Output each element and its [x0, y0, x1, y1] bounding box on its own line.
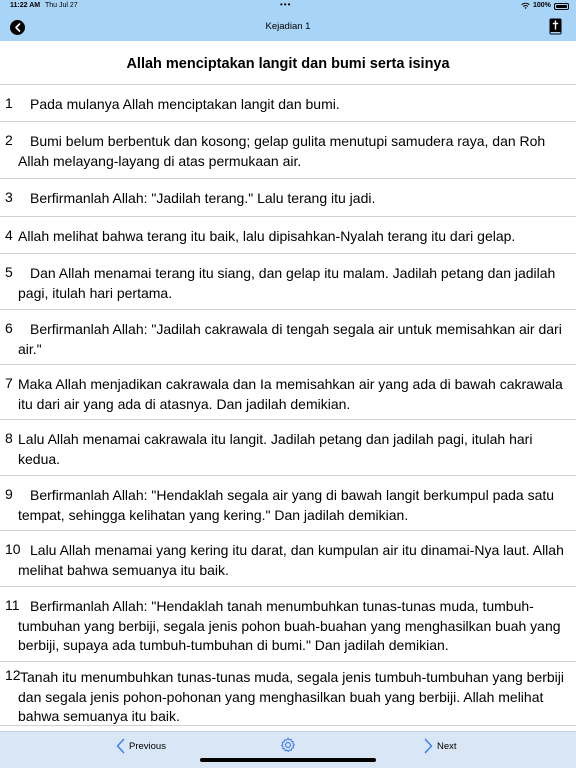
- verse-number: 2: [5, 132, 13, 148]
- verse-row[interactable]: [0, 587, 576, 662]
- verse-text: Berfirmanlah Allah: "Jadilah cakrawala di tengah segala air untuk memisahkan air dari air.": [18, 321, 562, 357]
- battery-icon: [554, 3, 569, 10]
- verse-row[interactable]: [0, 310, 576, 365]
- verse-number: 8: [5, 430, 13, 446]
- verse-number: 9: [5, 486, 13, 502]
- verse-number: 7: [5, 375, 13, 391]
- gear-icon[interactable]: [280, 737, 296, 753]
- verse-row[interactable]: [0, 662, 576, 726]
- chevron-right-icon: [424, 738, 433, 754]
- wifi-icon: [521, 2, 530, 10]
- verse-number: 6: [5, 320, 13, 336]
- section-heading: Allah menciptakan langit dan bumi serta isinya: [0, 41, 576, 85]
- verse-number: 1: [5, 95, 13, 111]
- verse-number: 12: [5, 667, 21, 683]
- next-label: Next: [437, 740, 457, 752]
- verse-row[interactable]: [0, 179, 576, 217]
- verse-text: Berfirmanlah Allah: "Hendaklah tanah menumbuhkan tunas-tunas muda, tumbuh-tumbuhan yang berbiji, segala jenis pohon buah-buahan yang menghasilkan buah yang berbiji, supaya ada tumbuh-tumbuhan di bumi." Dan jadilah demikian.: [18, 598, 561, 653]
- verse-list: [0, 85, 576, 726]
- verse-text: Dan Allah menamai terang itu siang, dan gelap itu malam. Jadilah petang dan jadilah pagi, itulah hari pertama.: [18, 265, 556, 301]
- battery-percent: 100%: [533, 2, 551, 9]
- verse-row[interactable]: [0, 476, 576, 531]
- verse-row[interactable]: [0, 365, 576, 420]
- verse-number: 10: [5, 541, 21, 557]
- verse-row[interactable]: [0, 122, 576, 179]
- verse-text: Allah melihat bahwa terang itu baik, lalu dipisahkan-Nyalah terang itu dari gelap.: [18, 228, 516, 244]
- bottom-toolbar: [0, 731, 576, 768]
- verse-text: Lalu Allah menamai yang kering itu darat, dan kumpulan air itu dinamai-Nya laut. Allah melihat bahwa semuanya itu baik.: [18, 542, 564, 578]
- verse-number: 5: [5, 264, 13, 280]
- verse-row[interactable]: [0, 420, 576, 476]
- verse-number: 11: [5, 597, 20, 613]
- chapter-title: Kejadian 1: [265, 21, 311, 32]
- chevron-left-icon: [116, 738, 125, 754]
- multitasking-dots[interactable]: •••: [280, 0, 292, 9]
- verse-number: 3: [5, 189, 13, 205]
- previous-button[interactable]: [116, 737, 166, 755]
- verse-text: Berfirmanlah Allah: "Jadilah terang." Lalu terang itu jadi.: [30, 190, 376, 206]
- bible-book-icon[interactable]: [549, 18, 562, 35]
- previous-label: Previous: [129, 740, 166, 752]
- navigation-bar: [0, 13, 576, 41]
- verse-text: Pada mulanya Allah menciptakan langit dan bumi.: [30, 96, 340, 112]
- status-time: 11:22 AM: [10, 2, 41, 9]
- status-date: Thu Jul 27: [45, 2, 78, 9]
- verse-text: Tanah itu menumbuhkan tunas-tunas muda, segala jenis tumbuh-tumbuhan yang berbiji dan segala jenis pohon-pohonan yang menghasilkan buah yang berbiji. Allah melihat bahwa semuanya itu baik.: [18, 669, 565, 724]
- status-bar: [0, 0, 576, 13]
- verse-text: Maka Allah menjadikan cakrawala dan Ia memisahkan air yang ada di bawah cakrawala itu dari air yang ada di atasnya. Dan jadilah demikian.: [18, 376, 563, 412]
- verse-text: Berfirmanlah Allah: "Hendaklah segala air yang di bawah langit berkumpul pada satu tempat, sehingga kelihatan yang kering." Dan jadilah demikian.: [18, 487, 555, 523]
- verse-row[interactable]: [0, 217, 576, 254]
- verse-row[interactable]: [0, 531, 576, 587]
- verse-number: 4: [5, 227, 13, 243]
- verse-text: Bumi belum berbentuk dan kosong; gelap gulita menutupi samudera raya, dan Roh Allah melayang-layang di atas permukaan air.: [18, 133, 546, 169]
- verse-row[interactable]: [0, 85, 576, 122]
- verse-text: Lalu Allah menamai cakrawala itu langit. Jadilah petang dan jadilah pagi, itulah hari kedua.: [18, 431, 533, 467]
- next-button[interactable]: [424, 737, 457, 755]
- verse-row[interactable]: [0, 254, 576, 310]
- home-indicator[interactable]: [200, 758, 376, 762]
